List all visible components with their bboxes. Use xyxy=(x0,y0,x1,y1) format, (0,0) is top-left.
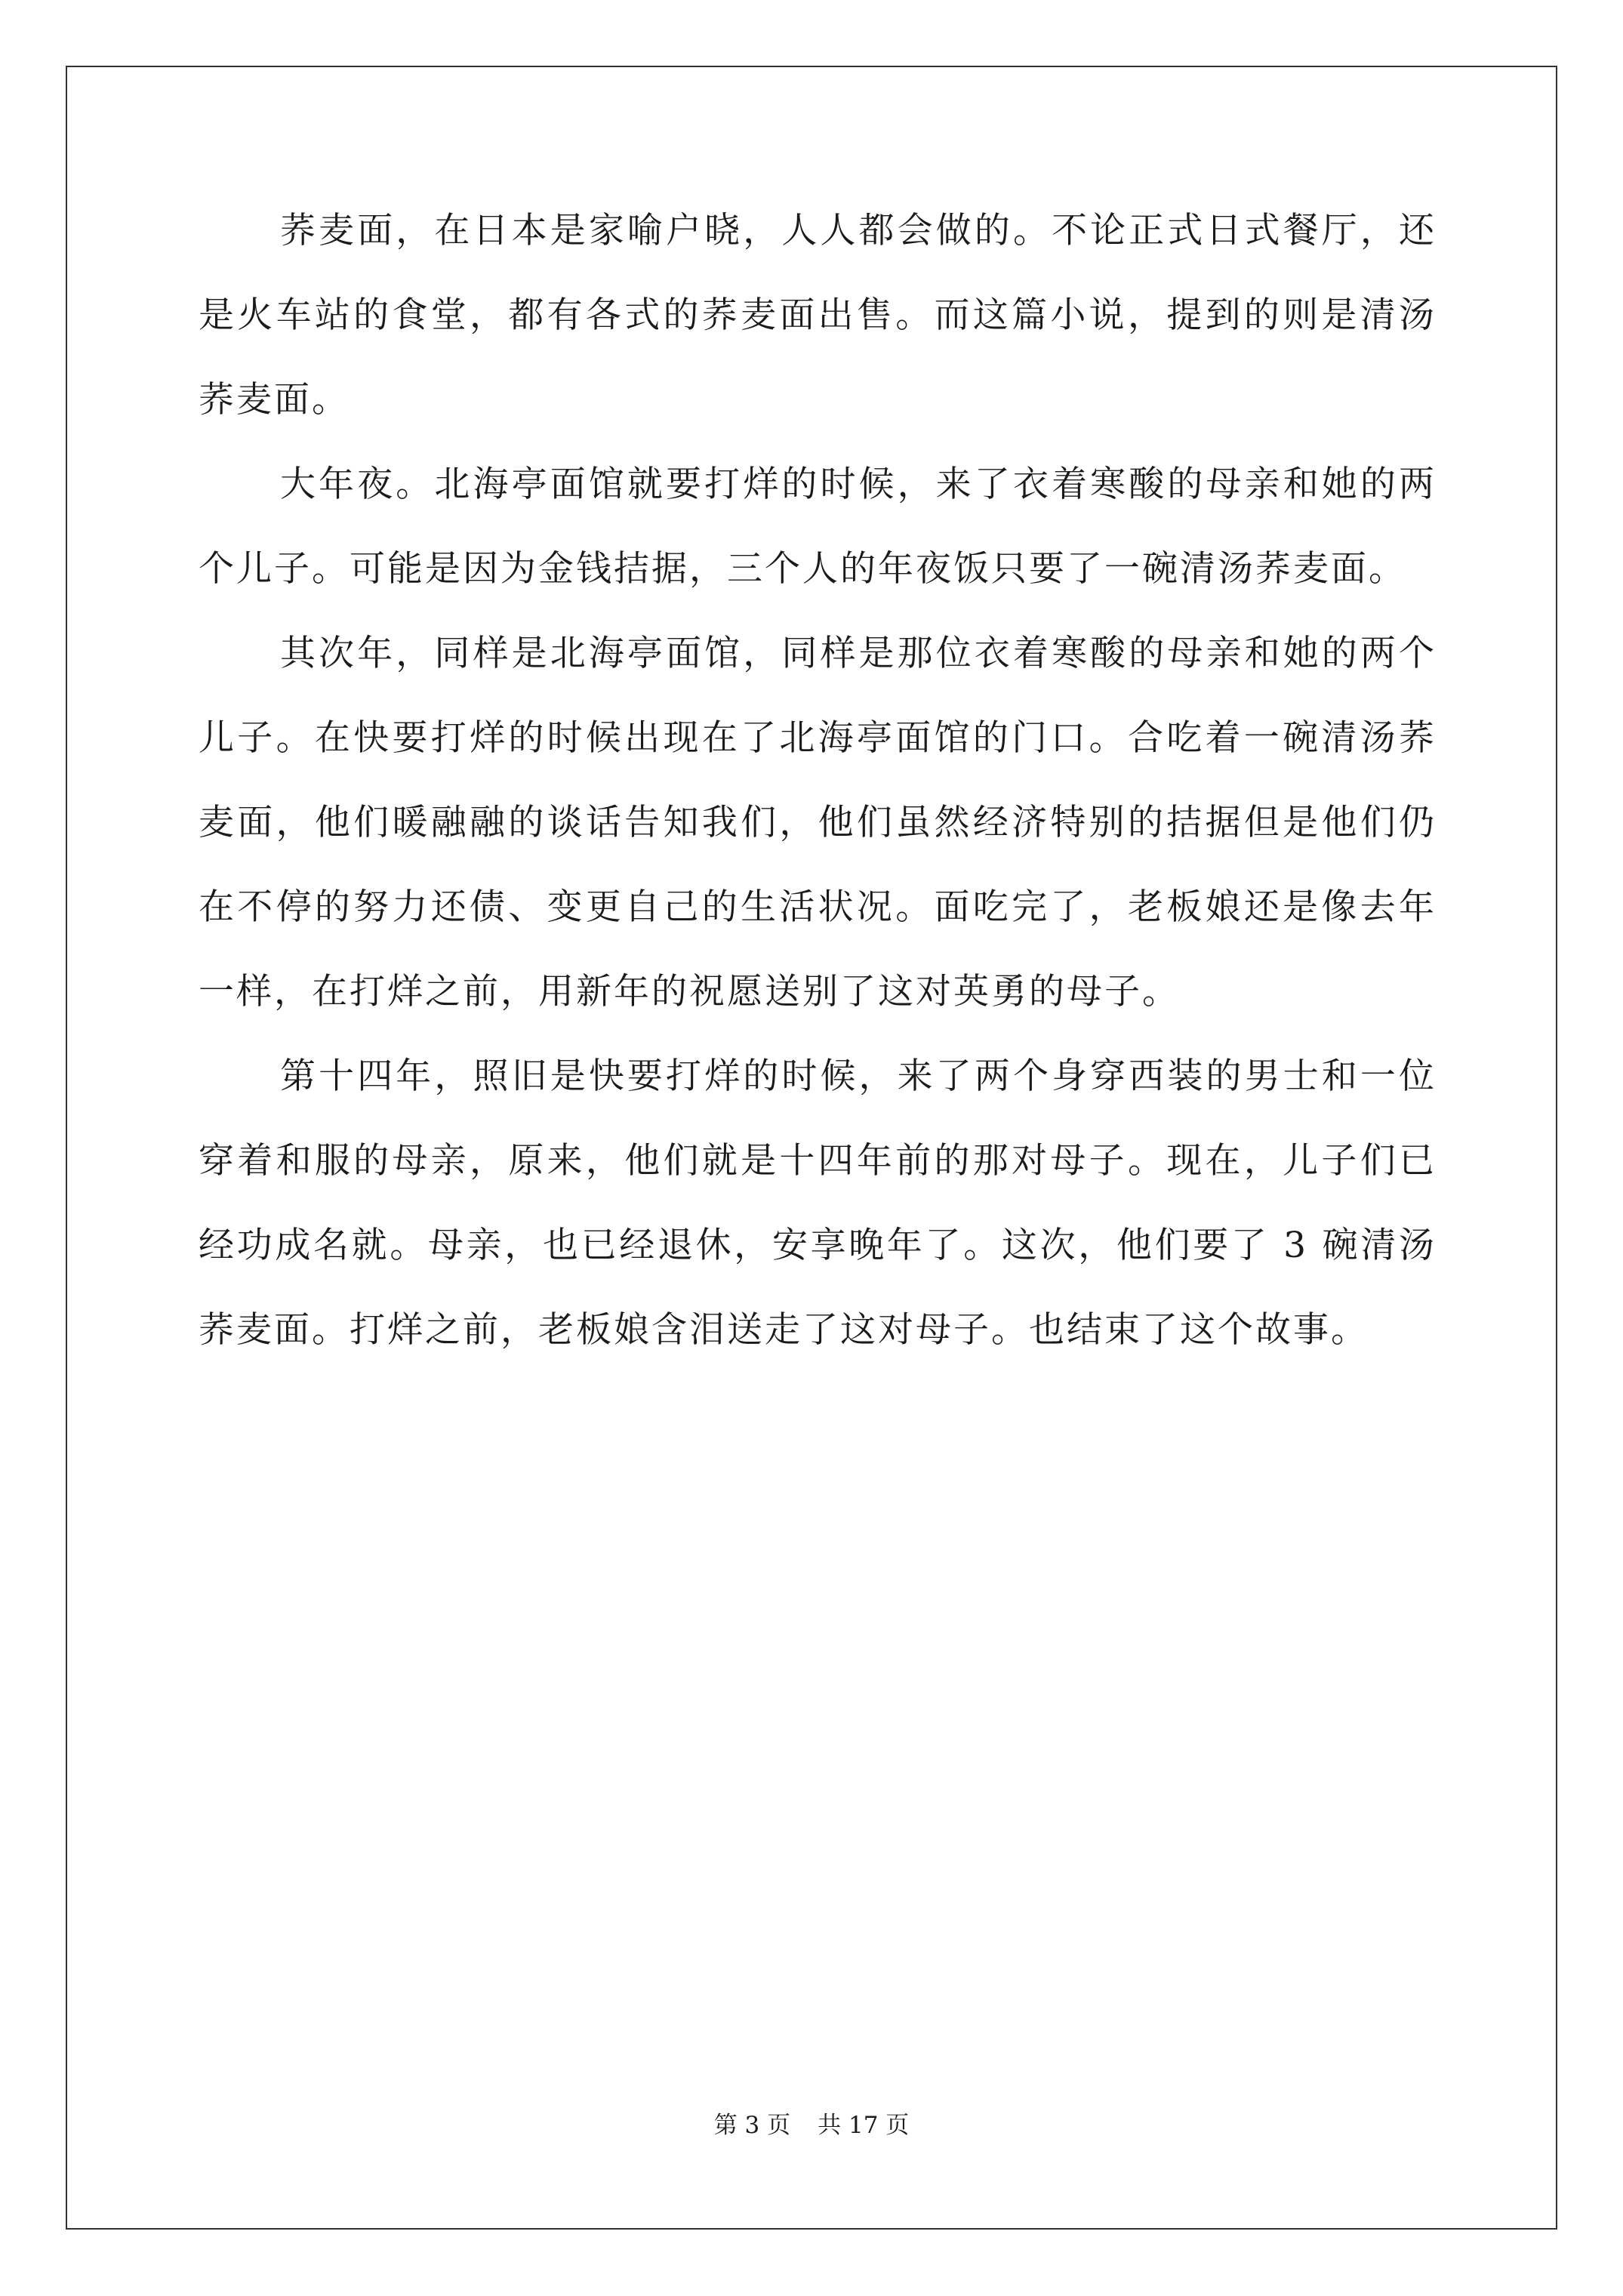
page-footer xyxy=(0,2110,1623,2140)
page-number: 第 3 页 xyxy=(713,2112,791,2139)
paragraph-4: 第十四年，照旧是快要打烊的时候，来了两个身穿西装的男士和一位穿着和服的母亲，原来，他们就是十四年前的那对母子。现在，儿子们已经功成名就。母亲，也已经退休，安享晚年了。这次，他们要了 3 碗清汤荞麦面。打烊之前，老板娘含泪送走了这对母子。也结束了这个故事。 xyxy=(199,1056,1437,1351)
document-body xyxy=(199,189,1437,1373)
paragraph-2: 大年夜。北海亭面馆就要打烊的时候，来了衣着寒酸的母亲和她的两个儿子。可能是因为金钱拮据，三个人的年夜饭只要了一碗清汤荞麦面。 xyxy=(199,464,1437,590)
paragraph-1: 荞麦面，在日本是家喻户晓，人人都会做的。不论正式日式餐厅，还是火车站的食堂，都有各式的荞麦面出售。而这篇小说，提到的则是清汤荞麦面。 xyxy=(199,210,1437,421)
page-total: 共 17 页 xyxy=(818,2112,910,2139)
paragraph-3: 其次年，同样是北海亭面馆，同样是那位衣着寒酸的母亲和她的两个儿子。在快要打烊的时候出现在了北海亭面馆的门口。合吃着一碗清汤荞麦面，他们暖融融的谈话告知我们，他们虽然经济特别的拮据但是他们仍在不停的努力还债、变更自己的生活状况。面吃完了，老板娘还是像去年一样，在打烊之前，用新年的祝愿送别了这对英勇的母子。 xyxy=(199,633,1437,1012)
